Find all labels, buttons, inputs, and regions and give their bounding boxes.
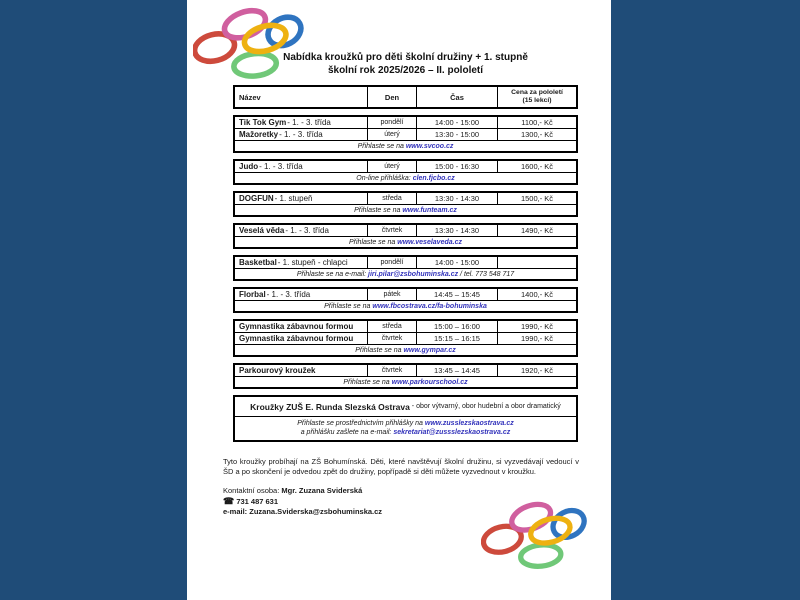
signup-note: Přihlaste se na www.funteam.cz — [354, 206, 457, 214]
cell-activity-name: Gymnastika zábavnou formou — [235, 333, 368, 344]
header-den: Den — [368, 87, 417, 107]
cell-time: 15:00 – 16:00 — [417, 321, 498, 332]
cell-time: 14:00 - 15:00 — [417, 257, 498, 268]
signup-note: Přihlaste se na www.svcoo.cz — [357, 142, 454, 150]
cell-price: 1600,- Kč — [520, 162, 554, 171]
zus-website-link[interactable]: www.zusslezskaostrava.cz — [424, 420, 514, 427]
activity-tables — [233, 85, 578, 448]
table-row — [235, 225, 576, 237]
contact-phone: 731 487 631 — [236, 497, 279, 506]
cell-activity-name: Veselá věda - 1. - 3. třída — [235, 225, 368, 236]
ring-yellow-icon — [528, 514, 573, 547]
section-svcoo — [233, 115, 578, 153]
section-parkour — [233, 363, 578, 389]
table-row — [235, 333, 576, 345]
table-row — [235, 257, 576, 269]
document-page — [187, 0, 611, 600]
cell-activity-name: Florbal - 1. - 3. třída — [235, 289, 368, 300]
table-row — [235, 117, 576, 129]
ring-green-icon — [520, 543, 562, 568]
cell-day: pondělí — [368, 117, 417, 128]
cell-price: 1990,- Kč — [520, 322, 554, 331]
signup-link[interactable]: www.funteam.cz — [402, 206, 457, 214]
signup-link[interactable]: www.gympar.cz — [403, 346, 456, 354]
cell-time: 15:00 - 16:30 — [417, 161, 498, 172]
cell-time: 14:45 – 15:45 — [417, 289, 498, 300]
cell-day: čtvrtek — [368, 333, 417, 344]
document-title-line2: školní rok 2025/2026 – II. pololetí — [327, 65, 484, 76]
document-title-line1: Nabídka kroužků pro děti školní družiny + 1. stupně — [283, 52, 528, 63]
header-nazev: Název — [235, 87, 368, 107]
zus-signup-note — [235, 417, 576, 440]
signup-note: Přihlaste se na e-mail: jiri.pilar@zsbohuminska.cz / tel. 773 548 717 — [296, 270, 515, 278]
cell-day: středa — [368, 321, 417, 332]
zus-note-line1: Přihlaste se prostřednictvím přihlášky na www.zusslezskaostrava.cz — [297, 420, 514, 427]
section-florbal — [233, 287, 578, 313]
cell-time: 15:15 – 16:15 — [417, 333, 498, 344]
signup-link[interactable]: clen.fjcbo.cz — [412, 174, 455, 182]
signup-link[interactable]: www.fbcostrava.cz/fa-bohuminska — [372, 302, 487, 310]
header-cas: Čas — [417, 87, 498, 107]
zus-email-link[interactable]: sekretariat@zussslezskaostrava.cz — [393, 429, 511, 436]
table-row — [235, 193, 576, 205]
cell-price: 1920,- Kč — [520, 366, 554, 375]
cell-time: 13:30 - 14:30 — [417, 225, 498, 236]
cell-activity-name: Judo - 1. - 3. třída — [235, 161, 368, 172]
cell-activity-name: Gymnastika zábavnou formou — [235, 321, 368, 332]
document-title — [233, 51, 578, 77]
header-row — [235, 87, 576, 107]
cell-price: 1400,- Kč — [520, 290, 554, 299]
section-dogfun — [233, 191, 578, 217]
cell-price: 1490,- Kč — [520, 226, 554, 235]
zus-note-line2: a přihlášku zašlete na e-mail: sekretariat@zussslezskaostrava.cz — [300, 429, 511, 436]
section-judo — [233, 159, 578, 185]
cell-activity-name: Tik Tok Gym - 1. - 3. třída — [235, 117, 368, 128]
cell-price: 1990,- Kč — [520, 334, 554, 343]
signup-email-link[interactable]: jiri.pilar@zsbohuminska.cz — [368, 270, 459, 278]
signup-note: On-line přihláška: clen.fjcbo.cz — [356, 174, 455, 182]
table-row — [235, 129, 576, 141]
signup-note: Přihlaste se na www.veselaveda.cz — [349, 238, 462, 246]
contact-email-line: e-mail: Zuzana.Sviderska@zsbohuminska.cz — [223, 507, 383, 516]
phone-icon: ☎ — [223, 496, 235, 506]
info-paragraph: Tyto kroužky probíhají na ZŠ Bohumínská. Děti, které navštěvují školní družinu, si vyzvedávají vedoucí v ŠD a po skončení je odvedou zpět do družiny, popřípadě si děti můžete vyzvednout v kroužku. — [223, 457, 579, 476]
cell-day: pondělí — [368, 257, 417, 268]
table-header — [233, 85, 578, 109]
cell-day: čtvrtek — [368, 365, 417, 376]
signup-note: Přihlaste se na www.gympar.cz — [355, 346, 456, 354]
cell-activity-name: Mažoretky - 1. - 3. třída — [235, 129, 368, 140]
cell-price: 1300,- Kč — [520, 130, 554, 139]
header-cena: Cena za pololetí (15 lekcí) — [511, 89, 563, 104]
signup-link[interactable]: www.svcoo.cz — [405, 142, 454, 150]
cell-day: čtvrtek — [368, 225, 417, 236]
cell-day: středa — [368, 193, 417, 204]
colored-rings-clipart-bottom — [481, 498, 589, 570]
section-vesela-veda — [233, 223, 578, 249]
zus-title: Kroužky ZUŠ E. Runda Slezská Ostrava - obor výtvarný, obor hudební a obor dramatický — [235, 397, 576, 417]
signup-link[interactable]: www.parkourschool.cz — [391, 378, 468, 386]
cell-time: 13:30 - 14:30 — [417, 193, 498, 204]
signup-note: Přihlaste se na www.fbcostrava.cz/fa-bohuminska — [324, 302, 487, 310]
section-basketbal — [233, 255, 578, 281]
cell-time: 13:30 - 15:00 — [417, 129, 498, 140]
cell-time: 14:00 - 15:00 — [417, 117, 498, 128]
cell-time: 13:45 – 14:45 — [417, 365, 498, 376]
cell-activity-name: DOGFUN - 1. stupeň — [235, 193, 368, 204]
cell-activity-name: Basketbal - 1. stupeň - chlapci — [235, 257, 368, 268]
contact-name: Mgr. Zuzana Sviderská — [281, 486, 363, 495]
table-row — [235, 365, 576, 377]
section-zus — [233, 395, 578, 442]
cell-activity-name: Parkourový kroužek — [235, 365, 368, 376]
cell-day: pátek — [368, 289, 417, 300]
table-row — [235, 289, 576, 301]
signup-note: Přihlaste se na www.parkourschool.cz — [343, 378, 468, 386]
signup-link[interactable]: www.veselaveda.cz — [397, 238, 462, 246]
cell-day: úterý — [368, 129, 417, 140]
cell-price — [498, 257, 576, 268]
section-gymnastika — [233, 319, 578, 357]
cell-price: 1100,- Kč — [521, 118, 553, 127]
table-row — [235, 161, 576, 173]
cell-price: 1500,- Kč — [520, 194, 554, 203]
contact-person-line: Kontaktní osoba: Mgr. Zuzana Sviderská — [223, 486, 363, 495]
table-row — [235, 321, 576, 333]
cell-day: úterý — [368, 161, 417, 172]
contact-email[interactable]: Zuzana.Sviderska@zsbohuminska.cz — [249, 507, 383, 516]
